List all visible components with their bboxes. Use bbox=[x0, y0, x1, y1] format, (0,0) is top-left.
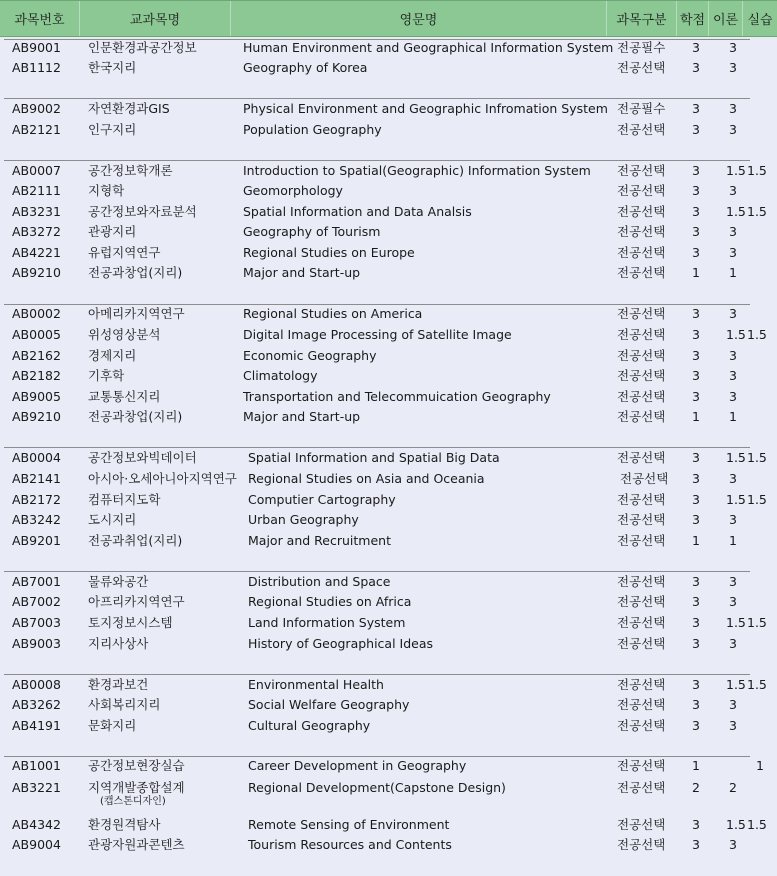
course-name-korean: 사회복리지리 bbox=[88, 697, 161, 712]
practice-hours bbox=[747, 387, 765, 407]
course-name-english: Economic Geography bbox=[243, 348, 377, 363]
course-name-english: Tourism Resources and Contents bbox=[248, 837, 452, 852]
table-row bbox=[0, 263, 777, 283]
course-name-korean: 공간정보와빅데이터 bbox=[88, 450, 197, 465]
table-row bbox=[0, 366, 777, 386]
credits-value: 3 bbox=[692, 574, 700, 589]
header-practice: 실습 bbox=[747, 13, 773, 28]
course-type: 전공선택 bbox=[617, 718, 666, 733]
course-type: 전공선택 bbox=[617, 533, 666, 548]
theory-hours: 3 bbox=[729, 594, 737, 609]
table-row bbox=[0, 695, 777, 715]
course-name-korean: 환경과보건 bbox=[88, 677, 149, 692]
table-row bbox=[0, 448, 777, 468]
theory-hours: 3 bbox=[729, 697, 737, 712]
course-code: AB9004 bbox=[12, 837, 61, 852]
theory-hours: 3 bbox=[729, 245, 737, 260]
table-row bbox=[0, 592, 777, 612]
table-row bbox=[0, 815, 777, 835]
course-type: 전공필수 bbox=[617, 40, 666, 55]
credits-value: 3 bbox=[692, 677, 700, 692]
credits-value: 3 bbox=[692, 389, 700, 404]
course-name-english: Remote Sensing of Environment bbox=[248, 817, 450, 832]
theory-hours: 3 bbox=[729, 348, 737, 363]
table-row bbox=[0, 675, 777, 695]
theory-hours: 1.5 bbox=[726, 817, 746, 832]
credits-value: 3 bbox=[692, 348, 700, 363]
header-theory: 이론 bbox=[709, 1, 743, 36]
course-code: AB3242 bbox=[12, 512, 61, 527]
course-name-english: Geography of Tourism bbox=[243, 224, 381, 239]
credits-value: 3 bbox=[692, 101, 700, 116]
course-name-korean: 전공과창업(지리) bbox=[88, 409, 183, 424]
course-name-english: Human Environment and Geographical Information System bbox=[243, 40, 614, 55]
course-type: 전공선택 bbox=[617, 697, 666, 712]
practice-hours bbox=[747, 38, 765, 58]
theory-hours: 3 bbox=[729, 122, 737, 137]
theory-hours: 1.5 bbox=[726, 450, 746, 465]
practice-hours bbox=[747, 634, 765, 654]
course-code: AB2172 bbox=[12, 492, 61, 507]
course-name-english: Introduction to Spatial(Geographic) Information System bbox=[243, 163, 591, 178]
theory-hours: 2 bbox=[729, 780, 737, 795]
table-row bbox=[0, 222, 777, 242]
credits-value: 3 bbox=[692, 471, 700, 486]
course-code: AB0005 bbox=[12, 327, 61, 342]
course-name-english: Spatial Information and Data Analsis bbox=[243, 204, 472, 219]
table-row bbox=[0, 304, 777, 324]
course-type: 전공선택 bbox=[617, 677, 666, 692]
table-row bbox=[0, 181, 777, 201]
course-code: AB9002 bbox=[12, 101, 61, 116]
course-type: 전공선택 bbox=[620, 471, 669, 486]
theory-hours: 3 bbox=[729, 40, 737, 55]
table-row bbox=[0, 469, 777, 489]
course-code: AB4191 bbox=[12, 718, 61, 733]
theory-hours: 1.5 bbox=[726, 677, 746, 692]
theory-hours: 3 bbox=[729, 574, 737, 589]
credits-value: 3 bbox=[692, 615, 700, 630]
theory-hours bbox=[726, 756, 740, 776]
credits-value: 2 bbox=[692, 780, 700, 795]
header-english-name: 영문명 bbox=[231, 1, 607, 36]
theory-hours: 1 bbox=[729, 533, 737, 548]
table-row bbox=[0, 243, 777, 263]
practice-hours bbox=[747, 695, 765, 715]
course-code: AB4342 bbox=[12, 817, 61, 832]
credits-value: 3 bbox=[692, 204, 700, 219]
course-code: AB2141 bbox=[12, 471, 61, 486]
course-name-korean: 인구지리 bbox=[88, 122, 137, 137]
course-type: 전공선택 bbox=[617, 245, 666, 260]
credits-value: 3 bbox=[692, 837, 700, 852]
course-name-korean: 아메리카지역연구 bbox=[88, 306, 185, 321]
practice-hours: 1.5 bbox=[747, 204, 767, 219]
course-name-korean: 도시지리 bbox=[88, 512, 137, 527]
credits-value: 3 bbox=[692, 122, 700, 137]
course-name-korean: 지형학 bbox=[88, 183, 125, 198]
table-row bbox=[0, 778, 777, 807]
practice-hours: 1.5 bbox=[747, 817, 767, 832]
credits-value: 3 bbox=[692, 224, 700, 239]
course-name-subtitle: (캡스톤디자인) bbox=[100, 796, 166, 807]
practice-hours bbox=[747, 469, 765, 489]
table-header bbox=[0, 0, 777, 37]
course-type: 전공선택 bbox=[617, 817, 666, 832]
course-code: AB1112 bbox=[12, 60, 61, 75]
course-type: 전공선택 bbox=[617, 758, 666, 773]
theory-hours: 1 bbox=[729, 409, 737, 424]
course-code: AB9201 bbox=[12, 533, 61, 548]
course-name-korean: 경제지리 bbox=[88, 348, 137, 363]
course-name-english: Computier Cartography bbox=[248, 492, 396, 507]
course-name-korean: 전공과취업(지리) bbox=[88, 533, 183, 548]
course-type: 전공선택 bbox=[617, 409, 666, 424]
theory-hours: 3 bbox=[729, 636, 737, 651]
practice-hours bbox=[747, 222, 765, 242]
course-code: AB0008 bbox=[12, 677, 61, 692]
practice-hours bbox=[747, 346, 765, 366]
course-name-korean: 유럽지역연구 bbox=[88, 245, 161, 260]
course-name-korean: 관광자원과콘텐츠 bbox=[88, 837, 185, 852]
credits-value: 3 bbox=[692, 817, 700, 832]
course-name-english: Spatial Information and Spatial Big Data bbox=[248, 450, 500, 465]
table-row bbox=[0, 613, 777, 633]
course-code: AB9005 bbox=[12, 389, 61, 404]
course-name-english: Distribution and Space bbox=[248, 574, 391, 589]
practice-hours: 1.5 bbox=[747, 450, 767, 465]
theory-hours: 3 bbox=[729, 389, 737, 404]
table-row bbox=[0, 490, 777, 510]
theory-hours: 1.5 bbox=[726, 163, 746, 178]
table-row bbox=[0, 325, 777, 345]
course-code: AB3272 bbox=[12, 224, 61, 239]
course-name-korean: 인문환경과공간정보 bbox=[88, 40, 197, 55]
table-row bbox=[0, 407, 777, 427]
credits-value: 1 bbox=[692, 758, 700, 773]
theory-hours: 3 bbox=[729, 471, 737, 486]
course-code: AB2182 bbox=[12, 368, 61, 383]
table-row bbox=[0, 202, 777, 222]
practice-hours: 1.5 bbox=[747, 163, 767, 178]
course-name-korean: 컴퓨터지도학 bbox=[88, 492, 161, 507]
practice-hours bbox=[747, 181, 765, 201]
course-type: 전공선택 bbox=[617, 306, 666, 321]
course-name-english: Major and Recruitment bbox=[248, 533, 391, 548]
course-name-english: Land Information System bbox=[248, 615, 406, 630]
practice-hours bbox=[747, 263, 765, 283]
course-code: AB9003 bbox=[12, 636, 61, 651]
theory-hours: 3 bbox=[729, 718, 737, 733]
practice-hours bbox=[747, 510, 765, 530]
course-type: 전공선택 bbox=[617, 183, 666, 198]
course-type: 전공선택 bbox=[617, 327, 666, 342]
practice-hours bbox=[747, 304, 765, 324]
course-name-english: Regional Studies on Africa bbox=[248, 594, 412, 609]
theory-hours: 3 bbox=[729, 101, 737, 116]
course-name-korean: 공간정보학개론 bbox=[88, 163, 173, 178]
course-code: AB1001 bbox=[12, 758, 61, 773]
course-name-english: Climatology bbox=[243, 368, 318, 383]
course-type: 전공선택 bbox=[617, 780, 666, 795]
course-name-korean: 기후학 bbox=[88, 368, 125, 383]
credits-value: 3 bbox=[692, 512, 700, 527]
course-type: 전공선택 bbox=[617, 492, 666, 507]
table-row bbox=[0, 756, 777, 776]
theory-hours: 3 bbox=[729, 837, 737, 852]
practice-hours bbox=[747, 120, 765, 140]
credits-value: 3 bbox=[692, 368, 700, 383]
credits-value: 3 bbox=[692, 450, 700, 465]
credits-value: 3 bbox=[692, 697, 700, 712]
course-name-english: Regional Studies on Europe bbox=[243, 245, 415, 260]
theory-hours: 3 bbox=[729, 224, 737, 239]
course-name-korean: 물류와공간 bbox=[88, 574, 149, 589]
course-name-korean: 아프리카지역연구 bbox=[88, 594, 185, 609]
course-code: AB9001 bbox=[12, 40, 61, 55]
course-name-korean: 전공과창업(지리) bbox=[88, 265, 183, 280]
course-type: 전공선택 bbox=[617, 636, 666, 651]
course-type: 전공선택 bbox=[617, 615, 666, 630]
credits-value: 3 bbox=[692, 40, 700, 55]
course-type: 전공선택 bbox=[617, 574, 666, 589]
practice-hours bbox=[747, 58, 765, 78]
course-type: 전공선택 bbox=[617, 512, 666, 527]
practice-hours bbox=[747, 407, 765, 427]
table-row bbox=[0, 99, 777, 119]
theory-hours: 3 bbox=[729, 60, 737, 75]
course-name-english: Cultural Geography bbox=[248, 718, 371, 733]
table-row bbox=[0, 161, 777, 181]
course-type: 전공선택 bbox=[617, 265, 666, 280]
course-name-english: Social Welfare Geography bbox=[248, 697, 410, 712]
theory-hours: 3 bbox=[729, 306, 737, 321]
credits-value: 3 bbox=[692, 594, 700, 609]
course-name-korean: 공간정보와자료분석 bbox=[88, 204, 197, 219]
course-name-english: Digital Image Processing of Satellite Image bbox=[243, 327, 512, 342]
course-name-english: Regional Studies on Asia and Oceania bbox=[248, 471, 485, 486]
credits-value: 3 bbox=[692, 306, 700, 321]
course-name-english: Major and Start-up bbox=[243, 409, 361, 424]
practice-hours bbox=[747, 531, 765, 551]
practice-hours: 1.5 bbox=[747, 677, 767, 692]
credits-value: 1 bbox=[692, 265, 700, 280]
course-name-korean: 아시아·오세아니아지역연구 bbox=[88, 471, 237, 486]
table-row bbox=[0, 634, 777, 654]
theory-hours: 1.5 bbox=[726, 327, 746, 342]
practice-hours: 1.5 bbox=[747, 492, 767, 507]
course-code: AB4221 bbox=[12, 245, 61, 260]
table-row bbox=[0, 510, 777, 530]
course-code: AB2111 bbox=[12, 183, 61, 198]
table-row bbox=[0, 572, 777, 592]
credits-value: 3 bbox=[692, 60, 700, 75]
practice-hours: 1 bbox=[756, 758, 764, 773]
course-code: AB7001 bbox=[12, 574, 61, 589]
course-type: 전공선택 bbox=[617, 60, 666, 75]
course-name-english: Career Development in Geography bbox=[248, 758, 467, 773]
course-code: AB2162 bbox=[12, 348, 61, 363]
course-type: 전공선택 bbox=[617, 122, 666, 137]
practice-hours bbox=[747, 572, 765, 592]
table-row bbox=[0, 346, 777, 366]
course-code: AB2121 bbox=[12, 122, 61, 137]
course-name-english: Geography of Korea bbox=[243, 60, 368, 75]
theory-hours: 3 bbox=[729, 183, 737, 198]
course-name-english: Physical Environment and Geographic Infromation System bbox=[243, 101, 608, 116]
course-name-english: History of Geographical Ideas bbox=[248, 636, 434, 651]
table-row bbox=[0, 387, 777, 407]
course-code: AB9210 bbox=[12, 409, 61, 424]
course-code: AB3221 bbox=[12, 780, 61, 795]
course-code: AB3231 bbox=[12, 204, 61, 219]
course-code: AB0004 bbox=[12, 450, 61, 465]
credits-value: 3 bbox=[692, 245, 700, 260]
practice-hours bbox=[747, 778, 765, 798]
course-type: 전공선택 bbox=[617, 224, 666, 239]
credits-value: 3 bbox=[692, 163, 700, 178]
course-name-korean: 문화지리 bbox=[88, 718, 137, 733]
theory-hours: 3 bbox=[729, 368, 737, 383]
course-name-english: Population Geography bbox=[243, 122, 382, 137]
course-name-english: Urban Geography bbox=[248, 512, 359, 527]
theory-hours: 1.5 bbox=[726, 204, 746, 219]
header-course-code: 과목번호 bbox=[0, 1, 80, 36]
table-row bbox=[0, 120, 777, 140]
course-name-english: Regional Studies on America bbox=[243, 306, 423, 321]
course-name-korean: 토지정보시스템 bbox=[88, 615, 173, 630]
course-code: AB3262 bbox=[12, 697, 61, 712]
course-type: 전공선택 bbox=[617, 204, 666, 219]
practice-hours: 1.5 bbox=[747, 327, 767, 342]
course-type: 전공필수 bbox=[617, 101, 666, 116]
credits-value: 3 bbox=[692, 718, 700, 733]
credits-value: 1 bbox=[692, 533, 700, 548]
theory-hours: 1.5 bbox=[726, 615, 746, 630]
practice-hours bbox=[747, 835, 765, 855]
theory-hours: 1.5 bbox=[726, 492, 746, 507]
course-name-korean: 위성영상분석 bbox=[88, 327, 161, 342]
course-code: AB0002 bbox=[12, 306, 61, 321]
course-type: 전공선택 bbox=[617, 837, 666, 852]
table-row bbox=[0, 835, 777, 855]
course-type: 전공선택 bbox=[617, 368, 666, 383]
theory-hours: 3 bbox=[729, 512, 737, 527]
table-row bbox=[0, 58, 777, 78]
course-type: 전공선택 bbox=[617, 348, 666, 363]
course-name-english: Regional Development(Capstone Design) bbox=[248, 780, 506, 795]
credits-value: 1 bbox=[692, 409, 700, 424]
course-name-korean: 지역개발종합설계 bbox=[88, 780, 185, 795]
header-course-type: 과목구분 bbox=[607, 1, 677, 36]
course-name-english: Major and Start-up bbox=[243, 265, 361, 280]
course-code: AB0007 bbox=[12, 163, 61, 178]
table-row bbox=[0, 531, 777, 551]
course-name-korean: 공간정보현장실습 bbox=[88, 758, 185, 773]
practice-hours bbox=[747, 366, 765, 386]
header-course-name: 교과목명 bbox=[80, 1, 231, 36]
course-name-korean: 지리사상사 bbox=[88, 636, 149, 651]
course-type: 전공선택 bbox=[617, 163, 666, 178]
course-name-korean: 자연환경과GIS bbox=[88, 101, 170, 116]
course-name-english: Environmental Health bbox=[248, 677, 384, 692]
course-code: AB9210 bbox=[12, 265, 61, 280]
course-name-english: Transportation and Telecommuication Geography bbox=[243, 389, 551, 404]
practice-hours bbox=[747, 99, 765, 119]
header-credits: 학점 bbox=[677, 1, 709, 36]
course-name-korean: 관광지리 bbox=[88, 224, 137, 239]
course-type: 전공선택 bbox=[617, 389, 666, 404]
credits-value: 3 bbox=[692, 327, 700, 342]
course-name-english: Geomorphology bbox=[243, 183, 343, 198]
practice-hours bbox=[747, 592, 765, 612]
theory-hours: 1 bbox=[729, 265, 737, 280]
practice-hours bbox=[747, 716, 765, 736]
credits-value: 3 bbox=[692, 492, 700, 507]
course-code: AB7002 bbox=[12, 594, 61, 609]
course-type: 전공선택 bbox=[617, 594, 666, 609]
table-row bbox=[0, 38, 777, 58]
credits-value: 3 bbox=[692, 183, 700, 198]
course-name-korean: 교통통신지리 bbox=[88, 389, 161, 404]
course-name-korean: 환경원격탐사 bbox=[88, 817, 161, 832]
course-name-korean: 한국지리 bbox=[88, 60, 137, 75]
practice-hours bbox=[747, 243, 765, 263]
practice-hours: 1.5 bbox=[747, 615, 767, 630]
course-type: 전공선택 bbox=[617, 450, 666, 465]
course-code: AB7003 bbox=[12, 615, 61, 630]
credits-value: 3 bbox=[692, 636, 700, 651]
table-row bbox=[0, 716, 777, 736]
